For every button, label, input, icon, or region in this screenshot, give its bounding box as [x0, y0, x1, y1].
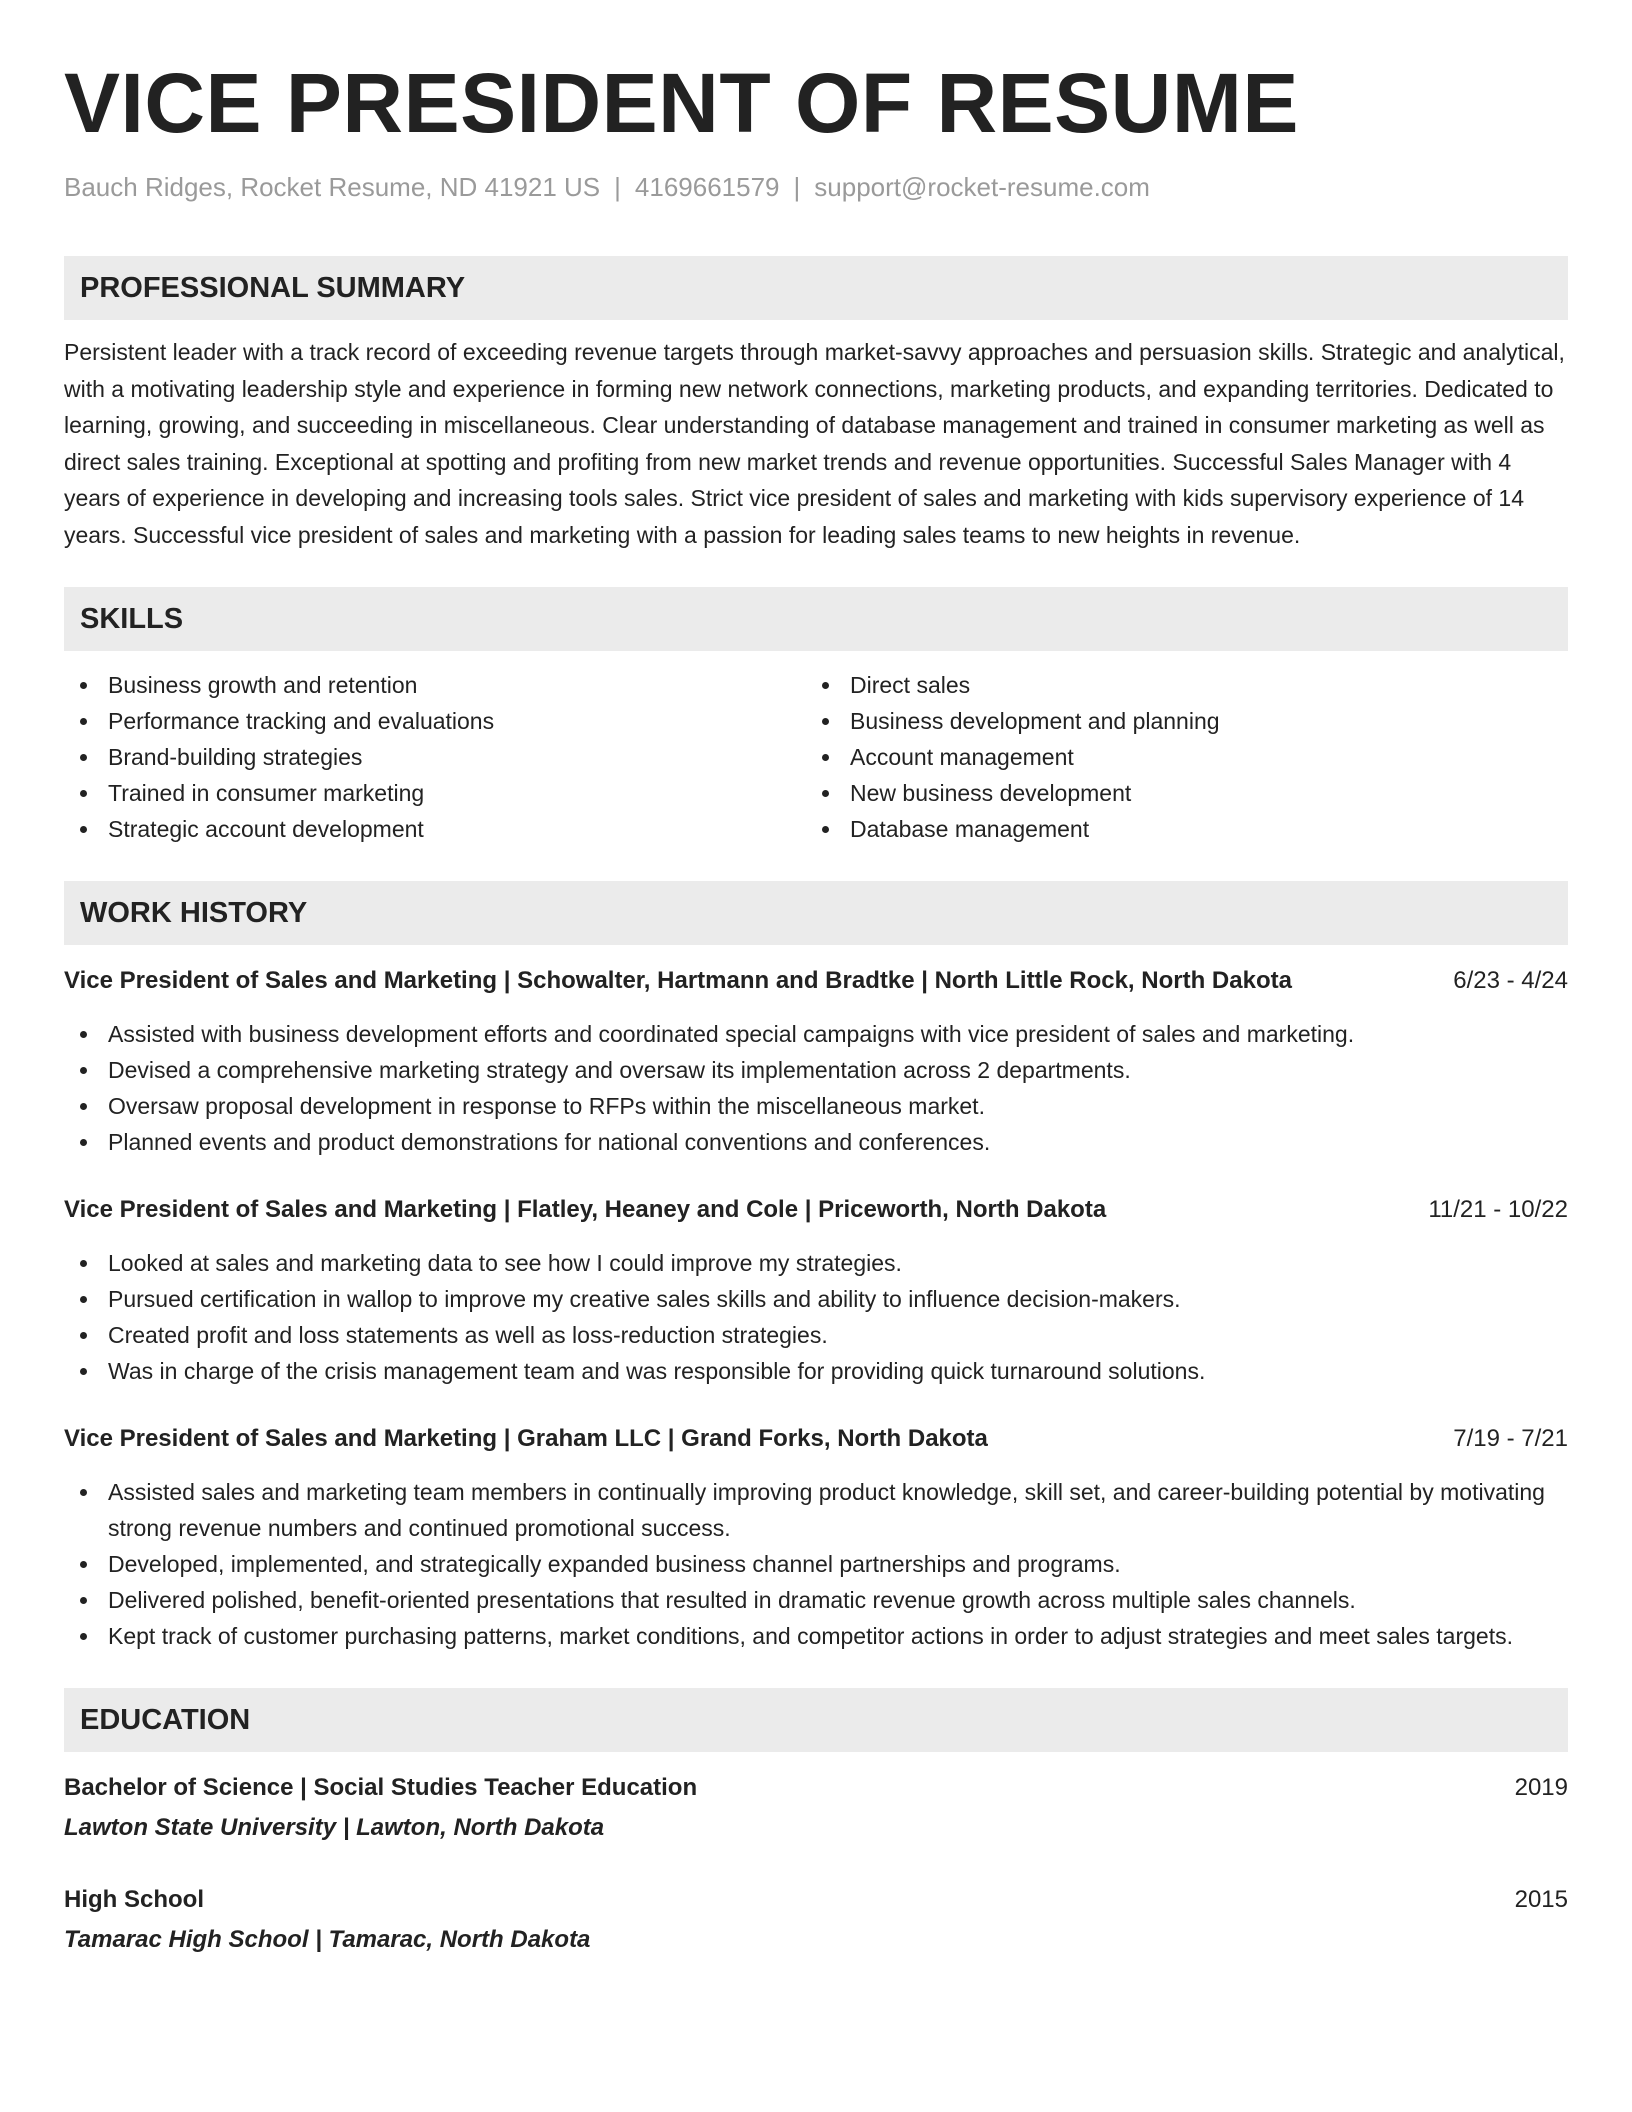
education-school: Tamarac High School | Tamarac, North Dakota: [64, 1926, 591, 1953]
contact-address: Bauch Ridges, Rocket Resume, ND 41921 US: [64, 172, 601, 202]
skill-item: Database management: [806, 811, 1548, 847]
education-entry: [64, 1882, 1568, 1958]
education-header: [64, 1882, 1568, 1918]
skill-item: Performance tracking and evaluations: [64, 703, 806, 739]
job-header: [64, 1192, 1568, 1228]
job-bullet: Kept track of customer purchasing patterns, market conditions, and competitor actions in order to adjust strategies and meet sales targets.: [64, 1618, 1568, 1654]
summary-text: Persistent leader with a track record of exceeding revenue targets through market-savvy approaches and persuasion skills. Strategic and analytical, with a motivating leadership style and experience in forming new network connections, marketing products, and expanding territories. Dedicated to learning, growing, and succeeding in miscellaneous. Clear understanding of database management and trained in consumer marketing as well as direct sales training. Exceptional at spotting and profiting from new market trends and revenue opportunities. Successful Sales Manager with 4 years of experience in developing and increasing tools sales. Strict vice president of sales and marketing with kids supervisory experience of 14 years. Successful vice president of sales and marketing with a passion for leading sales teams to new heights in revenue.: [64, 339, 1565, 548]
skill-item: Trained in consumer marketing: [64, 775, 806, 811]
job-bullet: Assisted sales and marketing team members in continually improving product knowledge, skill set, and career-building potential by motivating strong revenue numbers and continued promotional success.: [64, 1474, 1568, 1546]
education-entry: [64, 1770, 1568, 1846]
education-degree: High School: [64, 1886, 204, 1913]
education-year: 2019: [1514, 1774, 1568, 1801]
job-bullet: Delivered polished, benefit-oriented presentations that resulted in dramatic revenue growth across multiple sales channels.: [64, 1582, 1568, 1618]
job-bullet: Created profit and loss statements as well as loss-reduction strategies.: [64, 1317, 1568, 1353]
job-title: Vice President of Sales and Marketing | Schowalter, Hartmann and Bradtke | North Little Rock, North Dakota: [64, 967, 1292, 994]
section-heading-summary: PROFESSIONAL SUMMARY: [64, 256, 1568, 320]
job-dates: 6/23 - 4/24: [1453, 967, 1568, 994]
skill-item: Direct sales: [806, 667, 1548, 703]
skill-item: Brand-building strategies: [64, 739, 806, 775]
education-year: 2015: [1514, 1886, 1568, 1913]
skill-item: Business development and planning: [806, 703, 1548, 739]
skills-list: [64, 667, 1568, 847]
skill-item: Strategic account development: [64, 811, 806, 847]
skills-column-right: [806, 667, 1548, 847]
job-entry: [64, 1421, 1568, 1654]
education-school: Lawton State University | Lawton, North Dakota: [64, 1814, 605, 1841]
job-bullet: Devised a comprehensive marketing strategy and oversaw its implementation across 2 departments.: [64, 1052, 1568, 1088]
job-bullet: Assisted with business development efforts and coordinated special campaigns with vice president of sales and marketing.: [64, 1016, 1568, 1052]
education-degree: Bachelor of Science | Social Studies Teacher Education: [64, 1774, 698, 1801]
job-header: [64, 1421, 1568, 1457]
job-bullets: [64, 1016, 1568, 1160]
contact-separator: |: [793, 172, 801, 202]
skill-item: New business development: [806, 775, 1548, 811]
job-bullet: Developed, implemented, and strategically expanded business channel partnerships and programs.: [64, 1546, 1568, 1582]
job-dates: 11/21 - 10/22: [1428, 1196, 1568, 1223]
skill-item: Account management: [806, 739, 1548, 775]
section-heading-education: EDUCATION: [64, 1688, 1568, 1752]
skills-column-left: [64, 667, 806, 847]
section-heading-work-history: WORK HISTORY: [64, 881, 1568, 945]
job-bullet: Pursued certification in wallop to improve my creative sales skills and ability to influence decision-makers.: [64, 1281, 1568, 1317]
education-header: [64, 1770, 1568, 1806]
job-bullet: Oversaw proposal development in response to RFPs within the miscellaneous market.: [64, 1088, 1568, 1124]
job-title: Vice President of Sales and Marketing | Flatley, Heaney and Cole | Priceworth, North Dakota: [64, 1196, 1107, 1223]
job-title: Vice President of Sales and Marketing | Graham LLC | Grand Forks, North Dakota: [64, 1425, 988, 1452]
contact-line: [64, 170, 1568, 204]
job-header: [64, 963, 1568, 999]
resume-page: [64, 52, 1568, 1958]
resume-name: VICE PRESIDENT OF RESUME: [64, 56, 1299, 150]
job-bullet: Was in charge of the crisis management team and was responsible for providing quick turnaround solutions.: [64, 1353, 1568, 1389]
job-bullet: Planned events and product demonstrations for national conventions and conferences.: [64, 1124, 1568, 1160]
skill-item: Business growth and retention: [64, 667, 806, 703]
job-entry: [64, 1192, 1568, 1389]
job-bullets: [64, 1474, 1568, 1654]
job-dates: 7/19 - 7/21: [1453, 1425, 1568, 1452]
job-bullets: [64, 1245, 1568, 1389]
job-bullet: Looked at sales and marketing data to see how I could improve my strategies.: [64, 1245, 1568, 1281]
section-heading-skills: SKILLS: [64, 587, 1568, 651]
job-entry: [64, 963, 1568, 1160]
contact-email: support@rocket-resume.com: [814, 172, 1150, 202]
contact-phone: 4169661579: [634, 172, 780, 202]
contact-separator: |: [614, 172, 621, 202]
